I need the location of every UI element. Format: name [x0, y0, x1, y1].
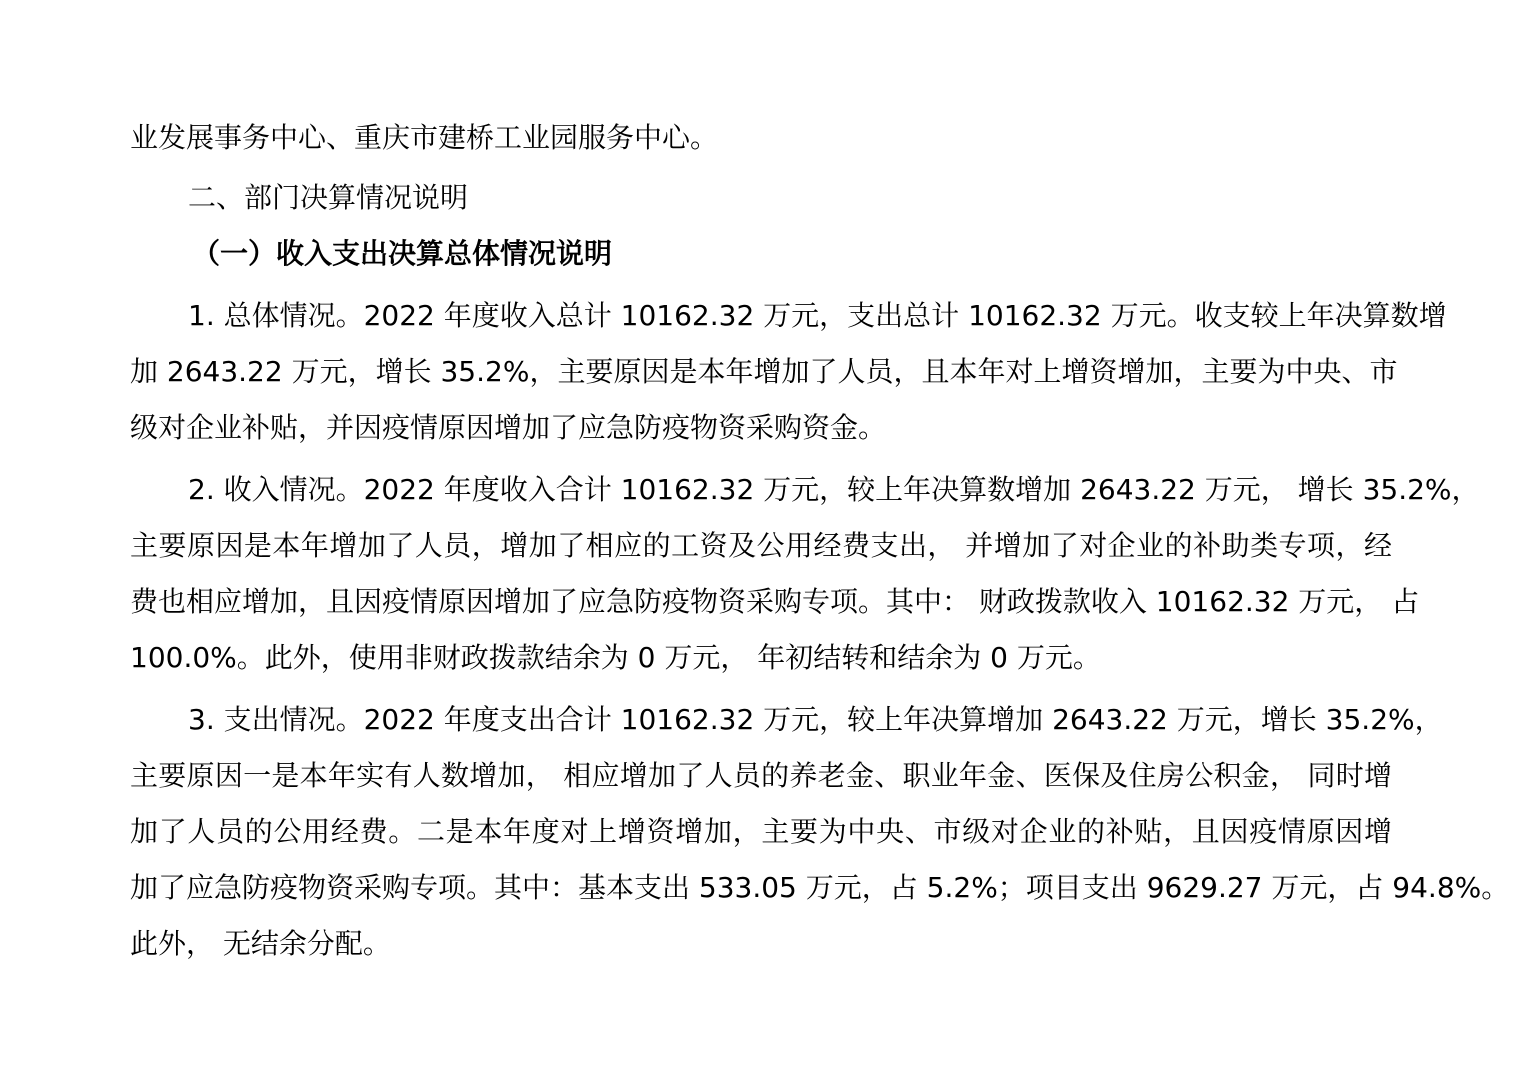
- paragraph-overall: [130, 288, 1447, 456]
- paragraph-expenditure: [130, 692, 1510, 972]
- section-heading: 二、部门决算情况说明: [188, 181, 469, 214]
- text-line: 1. 总体情况。2022 年度收入总计 10162.32 万元，支出总计 10162.32 万元。收支较上年决算数增: [188, 299, 1447, 332]
- text-line: 2. 收入情况。2022 年度收入合计 10162.32 万元，较上年决算数增加 2643.22 万元， 增长 35.2%，: [188, 473, 1480, 506]
- paragraph-income: [130, 462, 1480, 686]
- text-line: 此外， 无结余分配。: [130, 927, 391, 960]
- text-line: 加 2643.22 万元，增长 35.2%，主要原因是本年增加了人员，且本年对上增资增加，主要为中央、市: [130, 355, 1398, 388]
- document-page: [130, 110, 1510, 972]
- subsection-heading: （一）收入支出决算总体情况说明: [192, 237, 613, 270]
- text-line: 费也相应增加，且因疫情原因增加了应急防疫物资采购专项。其中： 财政拨款收入 10162.32 万元， 占: [130, 585, 1420, 618]
- text-line: 主要原因一是本年实有人数增加， 相应增加了人员的养老金、职业年金、医保及住房公积金， 同时增: [130, 759, 1392, 792]
- text-line: 级对企业补贴，并因疫情原因增加了应急防疫物资采购资金。: [130, 411, 887, 444]
- text-line: 主要原因是本年增加了人员，增加了相应的工资及公用经费支出， 并增加了对企业的补助类专项，经: [130, 529, 1392, 562]
- text-line: 业发展事务中心、重庆市建桥工业园服务中心。: [130, 121, 719, 154]
- text-line: 100.0%。此外，使用非财政拨款结余为 0 万元， 年初结转和结余为 0 万元。: [130, 641, 1101, 674]
- text-line: 3. 支出情况。2022 年度支出合计 10162.32 万元，较上年决算增加 2643.22 万元，增长 35.2%，: [188, 703, 1443, 736]
- text-line: 加了人员的公用经费。二是本年度对上增资增加，主要为中央、市级对企业的补贴，且因疫情原因增: [130, 815, 1392, 848]
- text-line: 加了应急防疫物资采购专项。其中：基本支出 533.05 万元，占 5.2%；项目支出 9629.27 万元，占 94.8%。: [130, 871, 1510, 904]
